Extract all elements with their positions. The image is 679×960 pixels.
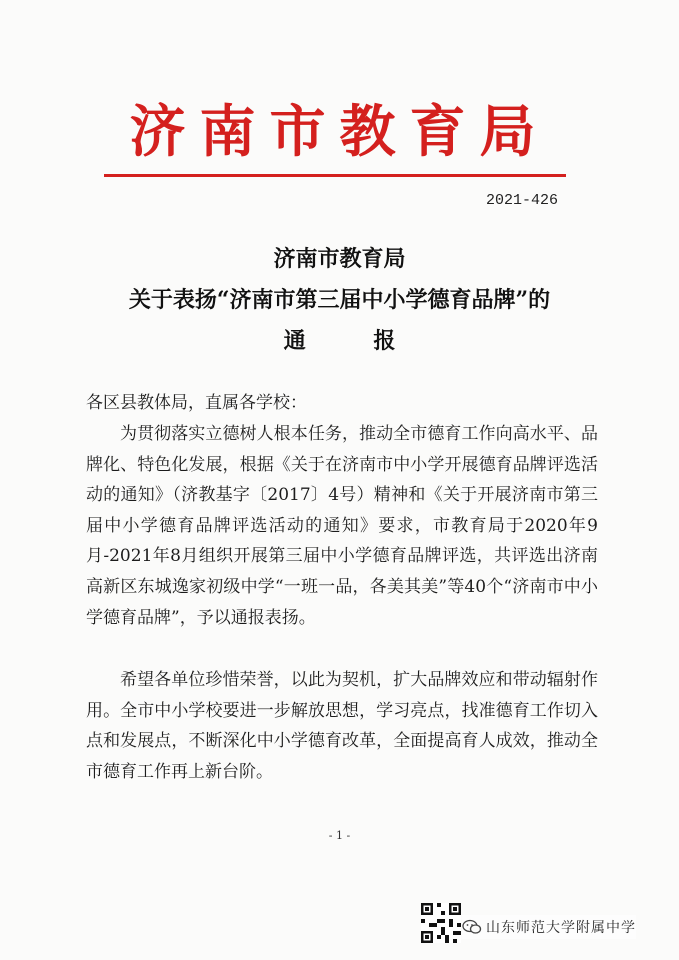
title-line-1: 济南市教育局 [273, 246, 406, 272]
title-line-2: 关于表扬“济南市第三届中小学德育品牌”的 [128, 287, 551, 313]
body-paragraph-2: 希望各单位珍惜荣誉，以此为契机，扩大品牌效应和带动辐射作用。全市中小学校要进一步解放思想，学习亮点，找准德育工作切入点和发展点，不断深化中小学德育改革，全面提高育人成效，推动全市德育工作再上新台阶。 [86, 670, 598, 782]
document-number: 2021-426 [486, 192, 559, 209]
header-red-rule [104, 174, 566, 177]
title-line-3: 通 报 [283, 328, 426, 354]
page-number: - 1 - [328, 829, 351, 842]
salutation: 各区县教体局，直属各学校： [86, 393, 307, 413]
organization-header: 济南市教育局 [129, 99, 550, 165]
wechat-watermark [462, 915, 636, 939]
watermark-text: 山东师范大学附属中学 [486, 920, 636, 936]
body-paragraph-1: 为贯彻落实立德树人根本任务，推动全市德育工作向高水平、品牌化、特色化发展，根据《关于在济南市中小学开展德育品牌评选活动的通知》（济教基字〔2017〕4号）精神和《关于开展济南市第三届中小学德育品牌评选活动的通知》要求，市教育局于2020年9月-2021年8月组织开展第三届中小学德育品牌评选，共评选出济南高新区东城逸家初级中学“一班一品，各美其美”等40个“济南市中小学德育品牌”，予以通报表扬。 [86, 424, 598, 628]
wechat-icon [462, 919, 482, 935]
qr-code [421, 903, 461, 943]
